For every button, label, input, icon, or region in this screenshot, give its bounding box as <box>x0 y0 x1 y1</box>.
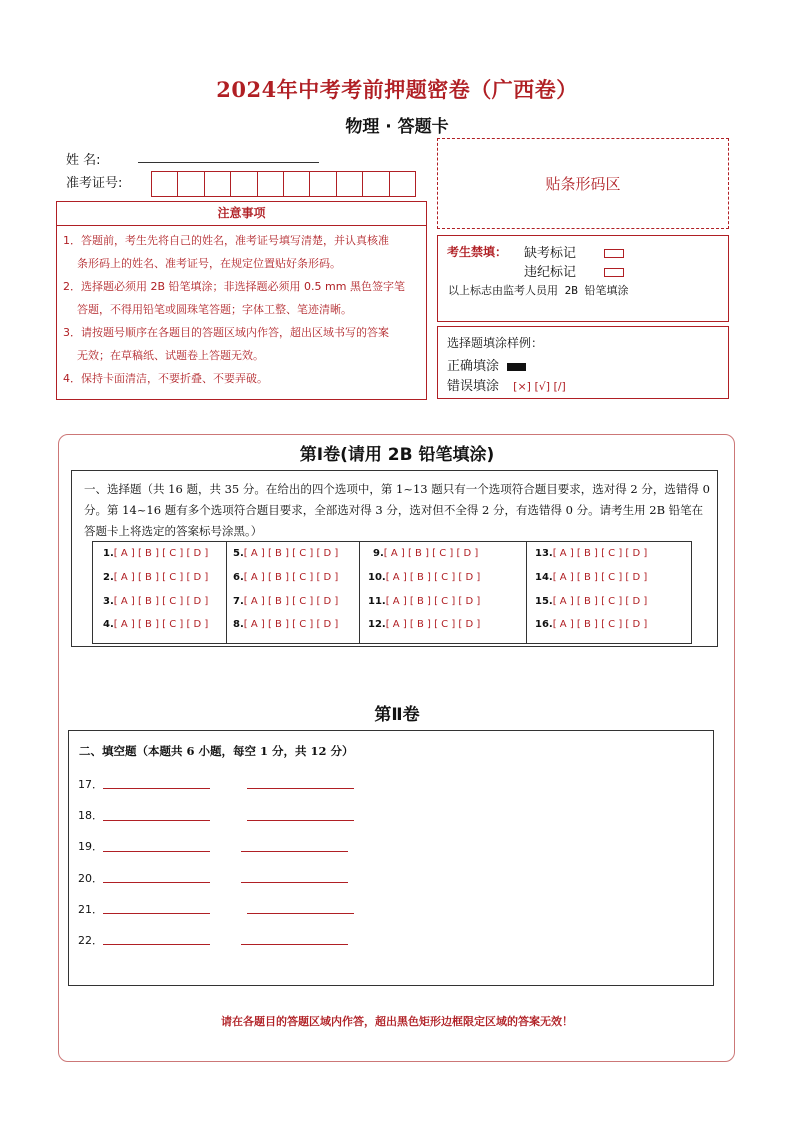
answer-line[interactable] <box>103 820 210 821</box>
choice-options[interactable]: [ A ] [ B ] [ C ] [ D ] <box>113 548 209 559</box>
absent-mark-row <box>524 242 624 261</box>
multiple-choice-section <box>71 470 718 647</box>
notice-item-line: 2．选择题必须用 2B 铅笔填涂；非选择题必须用 0.5 mm 黑色签字笔 <box>63 280 405 293</box>
grid-divider <box>359 542 360 643</box>
correct-sample-row <box>447 355 526 374</box>
notice-item-line: 4．保持卡面清洁，不要折叠、不要弄破。 <box>63 372 268 385</box>
question-row[interactable] <box>368 572 480 583</box>
choice-options[interactable]: [ A ] [ B ] [ C ] [ D ] <box>385 572 481 583</box>
id-cell[interactable] <box>231 172 257 196</box>
sample-title: 选择题填涂样例： <box>447 336 544 350</box>
question-number: 2. <box>103 572 114 583</box>
examiner-only-box <box>437 235 729 322</box>
question-row[interactable] <box>368 619 480 630</box>
id-cell[interactable] <box>178 172 204 196</box>
wrong-label: 错误填涂 <box>447 379 500 394</box>
wrong-marks: [×] [√] [/] <box>513 380 566 393</box>
violation-label: 违纪标记 <box>524 265 577 280</box>
fill-heading: 二、填空题（本题共 6 小题，每空 1 分，共 12 分） <box>79 744 354 758</box>
answer-line[interactable] <box>241 944 348 945</box>
question-number: 15. <box>535 596 553 607</box>
question-number: 10. <box>368 572 386 583</box>
question-number: 6. <box>233 572 244 583</box>
choice-options[interactable]: [ A ] [ B ] [ C ] [ D ] <box>243 572 339 583</box>
grid-divider <box>526 542 527 643</box>
notice-item <box>63 321 425 367</box>
barcode-area <box>437 138 729 229</box>
notice-item <box>63 367 425 390</box>
question-row[interactable] <box>103 572 208 583</box>
footer-warning: 请在各题目的答题区域内作答，超出黑色矩形边框限定区域的答案无效！ <box>221 1015 573 1028</box>
choice-options[interactable]: [ A ] [ B ] [ C ] [ D ] <box>385 596 481 607</box>
answer-line[interactable] <box>103 882 210 883</box>
question-row[interactable] <box>103 596 208 607</box>
forbid-label: 考生禁填： <box>447 245 508 259</box>
wrong-sample-row <box>447 375 566 394</box>
question-row[interactable] <box>233 572 338 583</box>
id-cell[interactable] <box>258 172 284 196</box>
id-cell[interactable] <box>337 172 363 196</box>
fill-sample-box <box>437 326 729 399</box>
filled-mark <box>507 363 526 371</box>
question-row[interactable] <box>373 548 478 559</box>
question-number: 9. <box>373 548 384 559</box>
question-row[interactable] <box>103 548 208 559</box>
choice-options[interactable]: [ A ] [ B ] [ C ] [ D ] <box>552 596 648 607</box>
choice-options[interactable]: [ A ] [ B ] [ C ] [ D ] <box>113 619 209 630</box>
question-row[interactable] <box>233 548 338 559</box>
fill-item-number: 17． <box>78 778 103 791</box>
answer-grid <box>92 541 692 644</box>
notice-item-line: 1．答题前，考生先将自己的姓名，准考证号填写清楚，并认真核准 <box>63 234 389 247</box>
id-cell[interactable] <box>205 172 231 196</box>
choice-options[interactable]: [ A ] [ B ] [ C ] [ D ] <box>383 548 479 559</box>
question-number: 12. <box>368 619 386 630</box>
answer-line[interactable] <box>241 851 348 852</box>
fill-in-section <box>68 730 714 986</box>
choice-options[interactable]: [ A ] [ B ] [ C ] [ D ] <box>113 572 209 583</box>
notice-item-line: 条形码上的姓名、准考证号，在规定位置贴好条形码。 <box>77 257 341 270</box>
id-cell[interactable] <box>390 172 415 196</box>
fill-item-number: 20． <box>78 872 103 885</box>
name-field[interactable] <box>138 162 319 163</box>
answer-line[interactable] <box>247 820 354 821</box>
answer-line[interactable] <box>247 788 354 789</box>
question-row[interactable] <box>233 619 338 630</box>
question-number: 14. <box>535 572 553 583</box>
answer-line[interactable] <box>103 944 210 945</box>
question-number: 13. <box>535 548 553 559</box>
absent-label: 缺考标记 <box>524 246 577 261</box>
id-number-boxes[interactable] <box>151 171 416 197</box>
violation-mark-row <box>524 261 624 280</box>
question-number: 8. <box>233 619 244 630</box>
barcode-label: 贴条形码区 <box>545 175 621 193</box>
choice-options[interactable]: [ A ] [ B ] [ C ] [ D ] <box>385 619 481 630</box>
page-title: 2024年中考考前押题密卷（广西卷） <box>216 77 578 102</box>
id-cell[interactable] <box>363 172 389 196</box>
correct-label: 正确填涂 <box>447 359 500 374</box>
page-subtitle: 物理 · 答题卡 <box>345 117 449 137</box>
notice-item-line: 3．请按题号顺序在各题目的答题区域内作答，超出区域书写的答案 <box>63 326 389 339</box>
notice-item <box>63 275 425 321</box>
choice-options[interactable]: [ A ] [ B ] [ C ] [ D ] <box>552 548 648 559</box>
id-cell[interactable] <box>310 172 336 196</box>
notice-title: 注意事项 <box>57 202 426 226</box>
question-row[interactable] <box>535 548 647 559</box>
answer-line[interactable] <box>103 913 210 914</box>
notice-item-line: 答题，不得用铅笔或圆珠笔答题；字体工整、笔迹清晰。 <box>77 303 352 316</box>
answer-line[interactable] <box>103 788 210 789</box>
id-label: 准考证号: <box>66 176 123 191</box>
id-cell[interactable] <box>152 172 178 196</box>
choice-options[interactable]: [ A ] [ B ] [ C ] [ D ] <box>243 619 339 630</box>
part1-title: 第Ⅰ卷(请用 2B 铅笔填涂) <box>299 445 495 465</box>
notice-box <box>56 201 427 400</box>
id-cell[interactable] <box>284 172 310 196</box>
answer-line[interactable] <box>247 913 354 914</box>
question-number: 5. <box>233 548 244 559</box>
violation-mark-box[interactable] <box>604 268 624 277</box>
question-row[interactable] <box>535 619 647 630</box>
choice-options[interactable]: [ A ] [ B ] [ C ] [ D ] <box>243 596 339 607</box>
absent-mark-box[interactable] <box>604 249 624 258</box>
question-row[interactable] <box>535 596 647 607</box>
notice-item <box>63 229 425 275</box>
notice-item-line: 无效；在草稿纸、试题卷上答题无效。 <box>77 349 264 362</box>
part2-title: 第Ⅱ卷 <box>374 705 420 725</box>
choice-options[interactable]: [ A ] [ B ] [ C ] [ D ] <box>113 596 209 607</box>
fill-item-number: 22． <box>78 934 103 947</box>
fill-item-number: 18． <box>78 809 103 822</box>
question-number: 3. <box>103 596 114 607</box>
choice-options[interactable]: [ A ] [ B ] [ C ] [ D ] <box>243 548 339 559</box>
grid-divider <box>226 542 227 643</box>
answer-line[interactable] <box>103 851 210 852</box>
question-number: 16. <box>535 619 553 630</box>
answer-line[interactable] <box>241 882 348 883</box>
question-row[interactable] <box>535 572 647 583</box>
choice-options[interactable]: [ A ] [ B ] [ C ] [ D ] <box>552 619 648 630</box>
question-row[interactable] <box>103 619 208 630</box>
question-number: 11. <box>368 596 386 607</box>
question-number: 7. <box>233 596 244 607</box>
name-label: 姓 名: <box>66 153 101 168</box>
fill-item-number: 21． <box>78 903 103 916</box>
question-number: 4. <box>103 619 114 630</box>
fill-item-number: 19． <box>78 840 103 853</box>
mc-instruction: 一、选择题（共 16 题，共 35 分。在给出的四个选项中，第 1~13 题只有一个选项符合题目要求，选对得 2 分，选错得 0 分。第 14~16 题有多个选项符合题目要求，全部选对得 3 分，选对但不全得 2 分，有选错得 0 分。请考生用 2B 铅笔在答题卡上将选定的答案标号涂黑。） <box>84 482 710 538</box>
question-row[interactable] <box>368 596 480 607</box>
forbid-note: 以上标志由监考人员用 2B 铅笔填涂 <box>448 284 629 297</box>
question-number: 1. <box>103 548 114 559</box>
choice-options[interactable]: [ A ] [ B ] [ C ] [ D ] <box>552 572 648 583</box>
question-row[interactable] <box>233 596 338 607</box>
